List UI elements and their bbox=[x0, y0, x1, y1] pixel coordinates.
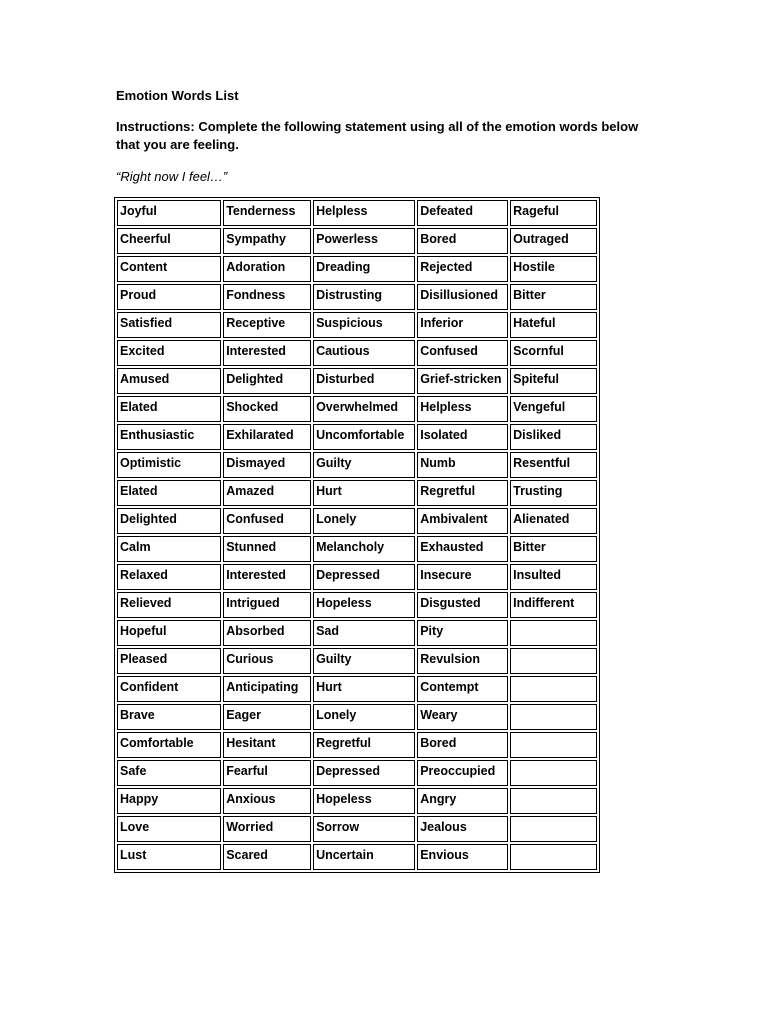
table-row bbox=[117, 228, 597, 254]
emotion-word-cell: Depressed bbox=[313, 564, 415, 590]
emotion-word-cell: Calm bbox=[117, 536, 221, 562]
emotion-word-cell: Relaxed bbox=[117, 564, 221, 590]
table-row bbox=[117, 844, 597, 870]
emotion-word-cell: Numb bbox=[417, 452, 508, 478]
emotion-word-cell: Delighted bbox=[117, 508, 221, 534]
emotion-word-cell: Sympathy bbox=[223, 228, 311, 254]
emotion-word-cell: Adoration bbox=[223, 256, 311, 282]
emotion-word-cell: Tenderness bbox=[223, 200, 311, 226]
emotion-word-cell: Guilty bbox=[313, 648, 415, 674]
emotion-word-cell: Stunned bbox=[223, 536, 311, 562]
emotion-word-cell: Powerless bbox=[313, 228, 415, 254]
emotion-word-cell: Relieved bbox=[117, 592, 221, 618]
emotion-word-cell: Ambivalent bbox=[417, 508, 508, 534]
emotion-word-cell: Receptive bbox=[223, 312, 311, 338]
emotion-word-cell: Amazed bbox=[223, 480, 311, 506]
emotion-word-cell: Disillusioned bbox=[417, 284, 508, 310]
emotion-word-cell: Hurt bbox=[313, 676, 415, 702]
emotion-word-cell: Rejected bbox=[417, 256, 508, 282]
emotion-word-cell bbox=[510, 788, 597, 814]
emotion-word-cell: Disliked bbox=[510, 424, 597, 450]
emotion-word-cell: Bored bbox=[417, 228, 508, 254]
emotion-word-cell: Exhausted bbox=[417, 536, 508, 562]
table-row bbox=[117, 452, 597, 478]
emotion-word-cell: Hurt bbox=[313, 480, 415, 506]
emotion-word-cell: Rageful bbox=[510, 200, 597, 226]
emotion-word-cell bbox=[510, 704, 597, 730]
emotion-word-cell: Lonely bbox=[313, 508, 415, 534]
emotion-word-cell: Shocked bbox=[223, 396, 311, 422]
emotion-word-cell: Dismayed bbox=[223, 452, 311, 478]
emotion-word-cell: Resentful bbox=[510, 452, 597, 478]
emotion-word-cell: Hateful bbox=[510, 312, 597, 338]
emotion-word-cell: Disgusted bbox=[417, 592, 508, 618]
emotion-word-cell: Regretful bbox=[417, 480, 508, 506]
statement-quote: “Right now I feel…” bbox=[116, 169, 228, 184]
emotion-word-cell: Hesitant bbox=[223, 732, 311, 758]
emotion-word-cell: Indifferent bbox=[510, 592, 597, 618]
emotion-word-cell: Enthusiastic bbox=[117, 424, 221, 450]
emotion-word-cell: Satisfied bbox=[117, 312, 221, 338]
emotion-word-cell: Fearful bbox=[223, 760, 311, 786]
table-row bbox=[117, 564, 597, 590]
table-row bbox=[117, 732, 597, 758]
emotion-word-cell: Contempt bbox=[417, 676, 508, 702]
emotion-word-cell: Cheerful bbox=[117, 228, 221, 254]
emotion-word-cell: Uncertain bbox=[313, 844, 415, 870]
emotion-word-cell: Pleased bbox=[117, 648, 221, 674]
table-row bbox=[117, 284, 597, 310]
table-row bbox=[117, 760, 597, 786]
emotion-word-cell: Cautious bbox=[313, 340, 415, 366]
emotion-word-cell: Excited bbox=[117, 340, 221, 366]
emotion-word-cell: Lonely bbox=[313, 704, 415, 730]
emotion-word-cell: Safe bbox=[117, 760, 221, 786]
table-row bbox=[117, 340, 597, 366]
emotion-word-cell: Hopeless bbox=[313, 592, 415, 618]
emotion-word-cell: Optimistic bbox=[117, 452, 221, 478]
emotion-word-cell: Amused bbox=[117, 368, 221, 394]
emotion-word-cell: Insecure bbox=[417, 564, 508, 590]
table-row bbox=[117, 256, 597, 282]
emotion-word-cell: Vengeful bbox=[510, 396, 597, 422]
emotion-word-cell: Guilty bbox=[313, 452, 415, 478]
emotion-word-cell: Elated bbox=[117, 480, 221, 506]
emotion-word-cell: Uncomfortable bbox=[313, 424, 415, 450]
emotion-word-cell: Preoccupied bbox=[417, 760, 508, 786]
emotion-word-cell: Lust bbox=[117, 844, 221, 870]
emotion-word-cell: Content bbox=[117, 256, 221, 282]
emotion-word-cell: Angry bbox=[417, 788, 508, 814]
emotion-words-table bbox=[114, 197, 600, 873]
emotion-word-cell: Outraged bbox=[510, 228, 597, 254]
instructions-text: Instructions: Complete the following statement using all of the emotion words below that you are feeling. bbox=[116, 119, 639, 152]
emotion-word-cell: Defeated bbox=[417, 200, 508, 226]
emotion-word-cell: Hostile bbox=[510, 256, 597, 282]
emotion-word-cell: Sorrow bbox=[313, 816, 415, 842]
emotion-word-cell: Confused bbox=[417, 340, 508, 366]
emotion-word-cell: Interested bbox=[223, 340, 311, 366]
emotion-word-cell: Isolated bbox=[417, 424, 508, 450]
emotion-word-cell: Delighted bbox=[223, 368, 311, 394]
emotion-word-cell: Joyful bbox=[117, 200, 221, 226]
emotion-word-cell: Comfortable bbox=[117, 732, 221, 758]
emotion-word-cell: Anticipating bbox=[223, 676, 311, 702]
emotion-word-cell: Disturbed bbox=[313, 368, 415, 394]
emotion-word-cell: Worried bbox=[223, 816, 311, 842]
emotion-word-cell: Insulted bbox=[510, 564, 597, 590]
emotion-word-cell: Brave bbox=[117, 704, 221, 730]
emotion-word-cell: Distrusting bbox=[313, 284, 415, 310]
emotion-word-cell: Scared bbox=[223, 844, 311, 870]
emotion-word-cell: Exhilarated bbox=[223, 424, 311, 450]
emotion-word-cell: Elated bbox=[117, 396, 221, 422]
table-row bbox=[117, 592, 597, 618]
emotion-word-cell: Fondness bbox=[223, 284, 311, 310]
emotion-word-cell bbox=[510, 648, 597, 674]
emotion-word-cell: Revulsion bbox=[417, 648, 508, 674]
emotion-word-cell bbox=[510, 760, 597, 786]
table-row bbox=[117, 480, 597, 506]
emotion-word-cell bbox=[510, 620, 597, 646]
emotion-word-cell: Scornful bbox=[510, 340, 597, 366]
table-row bbox=[117, 788, 597, 814]
emotion-word-cell: Absorbed bbox=[223, 620, 311, 646]
emotion-word-cell: Jealous bbox=[417, 816, 508, 842]
emotion-word-cell: Confident bbox=[117, 676, 221, 702]
emotion-word-cell: Trusting bbox=[510, 480, 597, 506]
emotion-word-cell: Spiteful bbox=[510, 368, 597, 394]
emotion-word-cell: Love bbox=[117, 816, 221, 842]
emotion-word-cell: Helpless bbox=[417, 396, 508, 422]
emotion-word-cell: Overwhelmed bbox=[313, 396, 415, 422]
table-row bbox=[117, 368, 597, 394]
emotion-word-cell: Intrigued bbox=[223, 592, 311, 618]
emotion-word-cell: Anxious bbox=[223, 788, 311, 814]
emotion-word-cell: Depressed bbox=[313, 760, 415, 786]
emotion-word-cell: Melancholy bbox=[313, 536, 415, 562]
emotion-word-cell: Proud bbox=[117, 284, 221, 310]
emotion-word-cell: Eager bbox=[223, 704, 311, 730]
emotion-table-body bbox=[117, 200, 597, 870]
emotion-word-cell: Happy bbox=[117, 788, 221, 814]
emotion-word-cell bbox=[510, 732, 597, 758]
emotion-word-cell: Dreading bbox=[313, 256, 415, 282]
emotion-word-cell: Bitter bbox=[510, 284, 597, 310]
emotion-word-cell: Sad bbox=[313, 620, 415, 646]
table-row bbox=[117, 536, 597, 562]
emotion-word-cell: Helpless bbox=[313, 200, 415, 226]
table-row bbox=[117, 396, 597, 422]
emotion-word-cell: Curious bbox=[223, 648, 311, 674]
emotion-word-cell: Bitter bbox=[510, 536, 597, 562]
table-row bbox=[117, 676, 597, 702]
emotion-word-cell bbox=[510, 676, 597, 702]
emotion-word-cell: Hopeful bbox=[117, 620, 221, 646]
emotion-word-cell: Weary bbox=[417, 704, 508, 730]
page-title: Emotion Words List bbox=[116, 88, 239, 103]
emotion-word-cell: Hopeless bbox=[313, 788, 415, 814]
emotion-word-cell bbox=[510, 844, 597, 870]
emotion-word-cell bbox=[510, 816, 597, 842]
table-row bbox=[117, 648, 597, 674]
emotion-word-cell: Inferior bbox=[417, 312, 508, 338]
emotion-word-cell: Envious bbox=[417, 844, 508, 870]
table-row bbox=[117, 312, 597, 338]
emotion-word-cell: Alienated bbox=[510, 508, 597, 534]
emotion-word-cell: Suspicious bbox=[313, 312, 415, 338]
emotion-word-cell: Confused bbox=[223, 508, 311, 534]
table-row bbox=[117, 816, 597, 842]
emotion-word-cell: Interested bbox=[223, 564, 311, 590]
table-row bbox=[117, 424, 597, 450]
table-row bbox=[117, 620, 597, 646]
emotion-word-cell: Regretful bbox=[313, 732, 415, 758]
emotion-word-cell: Grief-stricken bbox=[417, 368, 508, 394]
emotion-word-cell: Pity bbox=[417, 620, 508, 646]
emotion-word-cell: Bored bbox=[417, 732, 508, 758]
table-row bbox=[117, 508, 597, 534]
table-row bbox=[117, 704, 597, 730]
table-row bbox=[117, 200, 597, 226]
